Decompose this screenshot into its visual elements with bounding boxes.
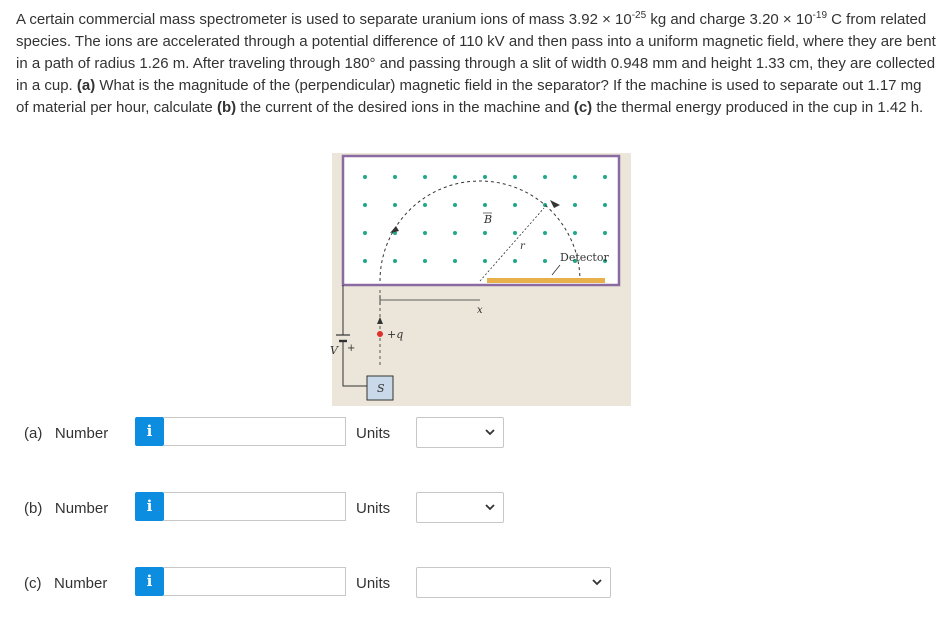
field-dot [363, 231, 367, 235]
field-dot [483, 203, 487, 207]
field-dot [363, 259, 367, 263]
field-dot [423, 203, 427, 207]
part-b-label: (b) [24, 500, 43, 517]
field-dot [603, 231, 607, 235]
problem-text-2: kg and charge 3.20 × 10 [646, 11, 813, 28]
field-dot [393, 203, 397, 207]
number-label-c: Number [54, 575, 108, 592]
part-c-label: (c) [24, 575, 42, 592]
label-plus: + [347, 343, 356, 354]
answer-label-b [24, 500, 108, 517]
info-icon[interactable]: i [135, 492, 164, 521]
field-dot [423, 231, 427, 235]
field-dot [513, 259, 517, 263]
field-dot [573, 175, 577, 179]
figure-svg [332, 153, 631, 406]
answer-input-c[interactable] [164, 567, 346, 596]
field-dot [573, 231, 577, 235]
units-label-b: Units [356, 500, 391, 517]
part-a-label: (a) [24, 425, 43, 442]
field-dot [543, 231, 547, 235]
units-label-a: Units [356, 425, 391, 442]
field-dot [423, 175, 427, 179]
charge-dot [377, 331, 383, 337]
answer-label-c [24, 575, 107, 592]
label-S: S [377, 382, 385, 395]
chevron-down-icon [592, 577, 602, 587]
field-dot [423, 259, 427, 263]
field-dot [573, 203, 577, 207]
charge-exponent: -19 [812, 10, 827, 21]
field-dot [453, 203, 457, 207]
answer-row-b [0, 491, 952, 527]
units-dropdown-a[interactable] [416, 417, 504, 448]
info-icon[interactable]: i [135, 417, 164, 446]
problem-text-3: C from related species. The ions are accelerated through a potential difference of 110 kV and then pass into a uniform magnetic field, where they are bent in a path of radius 1.26 m. After traveling through 180° and passing through a slit of width 0.948 mm and height 1.33 cm, they are collected in a cup. [16, 11, 936, 94]
field-dot [483, 175, 487, 179]
number-label-a: Number [54, 425, 109, 442]
label-q: +q [387, 328, 404, 341]
label-x: x [477, 305, 483, 316]
label-r: r [520, 241, 525, 252]
units-dropdown-b[interactable] [416, 492, 504, 523]
part-c-tag: (c) [573, 99, 593, 116]
units-dropdown-c[interactable] [416, 567, 611, 598]
field-dot [543, 175, 547, 179]
part-c-text: the thermal energy produced in the cup in 1.42 h. [592, 99, 924, 116]
field-region [343, 156, 619, 285]
answer-row-a [0, 416, 952, 452]
chevron-down-icon [485, 427, 495, 437]
field-dot [513, 203, 517, 207]
chevron-down-icon [485, 502, 495, 512]
answer-row-c [0, 566, 952, 602]
field-dot [453, 259, 457, 263]
answer-label-a [24, 425, 108, 442]
part-a-text: What is the magnitude of the (perpendicular) magnetic field in the separator? If the machine is used to separate out 1.17 mg of material per hour, calculate [16, 77, 922, 116]
field-dot [393, 259, 397, 263]
part-b-text: the current of the desired ions in the machine and [236, 99, 574, 116]
label-detector: Detector [560, 251, 609, 264]
part-a-tag: (a) [76, 77, 96, 94]
problem-statement [16, 9, 936, 119]
field-dot [603, 175, 607, 179]
field-dot [363, 203, 367, 207]
field-dot [543, 259, 547, 263]
label-B: B [484, 213, 493, 226]
label-V: V [330, 344, 338, 357]
units-label-c: Units [356, 575, 391, 592]
answer-input-a[interactable] [164, 417, 346, 446]
detector-plate [487, 278, 605, 283]
mass-spectrometer-figure [332, 153, 631, 406]
field-dot [513, 175, 517, 179]
field-dot [393, 175, 397, 179]
field-dot [513, 231, 517, 235]
field-dot [483, 231, 487, 235]
answer-input-b[interactable] [164, 492, 346, 521]
field-dot [483, 259, 487, 263]
field-dot [363, 175, 367, 179]
number-label-b: Number [54, 500, 109, 517]
field-dot [603, 203, 607, 207]
field-dot [453, 175, 457, 179]
part-b-tag: (b) [216, 99, 237, 116]
mass-exponent: -25 [631, 10, 647, 21]
field-dot [453, 231, 457, 235]
problem-text-1: A certain commercial mass spectrometer is used to separate uranium ions of mass 3.92 × 10 [16, 11, 632, 28]
info-icon[interactable]: i [135, 567, 164, 596]
